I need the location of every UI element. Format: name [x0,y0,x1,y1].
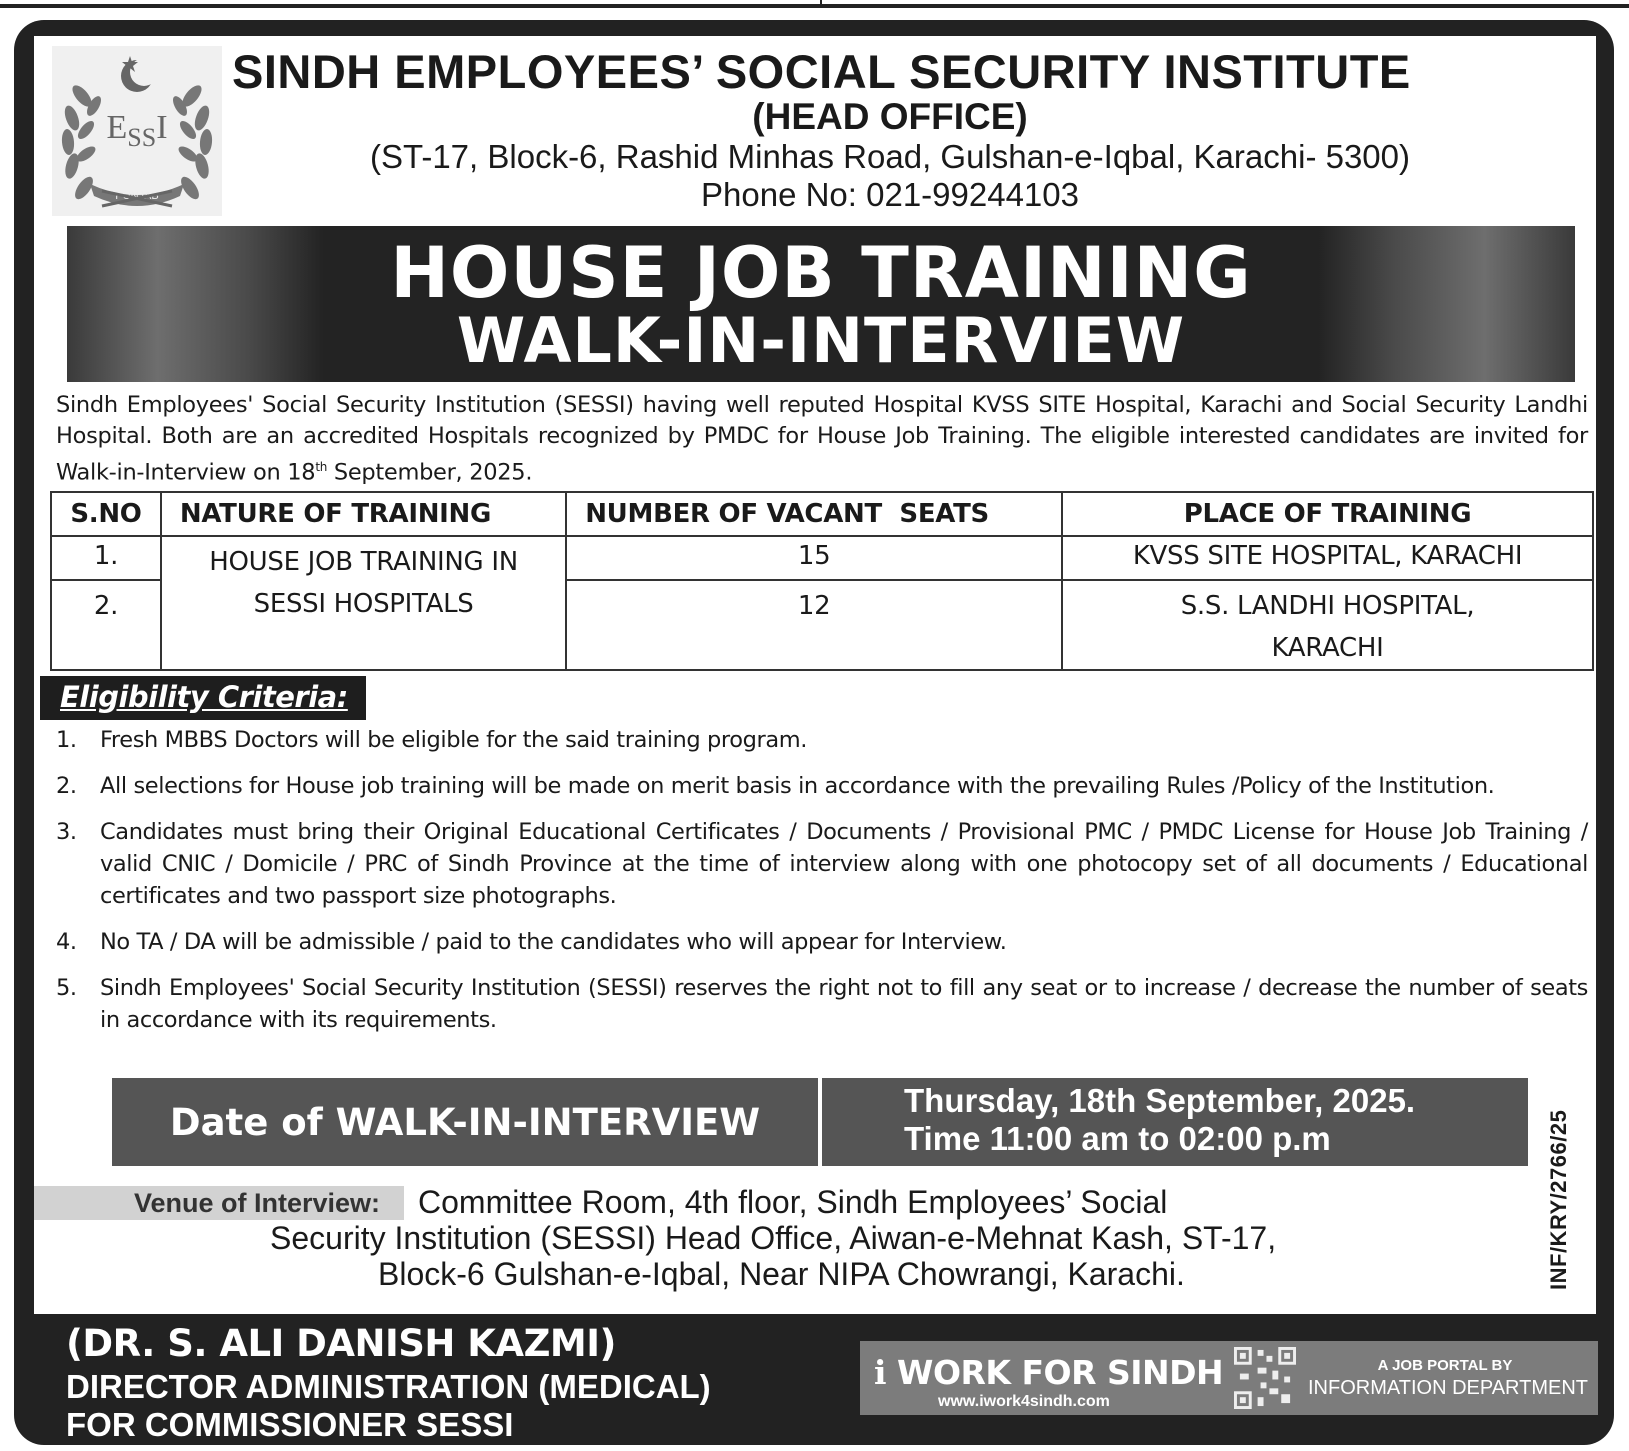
item-text: Candidates must bring their Original Educational Certificates / Documents / Provisional PMC / PMDC License for House Job Training / valid CNIC / Domicile / PRC of Sindh Province at the time of interview along with one photocopy set of all documents / Educational certificates and two passport size photographs. [100,819,1588,909]
list-item [56,770,1588,802]
list-item [56,972,1588,1036]
interview-date: Thursday, 18th September, 2025. [904,1082,1416,1119]
nature-line-1: HOUSE JOB TRAINING IN [209,547,518,577]
item-number: 3. [56,819,77,845]
cell-nature [161,536,566,670]
list-item [56,724,1588,756]
intro-text-end: September, 2025. [327,459,533,486]
venue-line-1: Committee Room, 4th floor, Sindh Employees’ Social [418,1184,1168,1220]
place-line-2: KARACHI [1271,633,1384,663]
signatory-title: DIRECTOR ADMINISTRATION (MEDICAL) [66,1368,711,1405]
svg-text:PUNJAB: PUNJAB [115,190,159,202]
venue-label: Venue of Interview: [34,1186,404,1220]
eligibility-heading-text: Eligibility Criteria: [60,680,348,714]
item-text: All selections for House job training will be made on merit basis in accordance with the prevailing Rules /Policy of the Institution. [100,773,1495,799]
organization-phone: Phone No: 021-99244103 [701,176,1079,213]
item-text: No TA / DA will be admissible / paid to the candidates who will appear for Interview. [100,929,1007,955]
place-line-1: S.S. LANDHI HOSPITAL, [1180,591,1475,621]
table-header-row [51,492,1593,536]
eligibility-list [56,724,1588,1050]
item-number: 4. [56,929,77,955]
column-header-place: PLACE OF TRAINING [1062,492,1593,536]
signatory-subtitle: FOR COMMISSIONER SESSI [66,1406,514,1443]
crescent-star-wreath-emblem-icon [52,46,222,216]
top-rule-tick [820,0,822,8]
list-item [56,816,1588,912]
interview-date-value [822,1078,1528,1166]
portal-by-label: A JOB PORTAL BY [1377,1357,1513,1374]
top-rule [0,4,1629,8]
interview-date-label: Date of WALK-IN-INTERVIEW [112,1078,822,1166]
organization-title: SINDH EMPLOYEES’ SOCIAL SECURITY INSTITUTE [232,45,1411,98]
venue-line-3: Block-6 Gulshan-e-Iqbal, Near NIPA Chowrangi, Karachi. [378,1256,1185,1292]
svg-text:ESSI: $E_{SS}I$ [106,109,168,152]
headline-banner [67,226,1575,382]
column-header-sno: S.NO [51,492,161,536]
interview-time: Time 11:00 am to 02:00 p.m [904,1120,1331,1157]
reference-number: INF/KRY/2766/25 [1546,1109,1571,1290]
column-header-nature: NATURE OF TRAINING [161,492,566,536]
portal-brand [874,1353,1223,1392]
vacancy-table [50,491,1594,671]
intro-text: Sindh Employees' Social Security Institution (SESSI) having well reputed Hospital KVSS SITE Hospital, Karachi and Social Security Landhi Hospital. Both are an accredited Hospitals recognized by PMDC for House Job Training. The eligible interested candidates are invited for Walk-in-Interview on 18 [56,392,1588,486]
portal-brand-text: WORK FOR SINDH [897,1353,1224,1392]
item-text: Sindh Employees' Social Security Institution (SESSI) reserves the right not to fill any seat or to increase / decrease the number of seats in accordance with its requirements. [100,975,1588,1033]
organization-address: (ST-17, Block-6, Rashid Minhas Road, Gulshan-e-Iqbal, Karachi- 5300) [370,138,1410,175]
cell-place [1062,580,1593,670]
intro-ordinal: th [315,460,328,474]
item-text: Fresh MBBS Doctors will be eligible for the said training program. [100,727,808,753]
interview-date-box [112,1078,1528,1166]
qr-code-icon [1234,1347,1296,1409]
item-number: 1. [56,727,77,753]
job-portal-badge [860,1341,1598,1415]
column-header-seats: NUMBER OF VACANT SEATS [566,492,1062,536]
venue-line-2: Security Institution (SESSI) Head Office, Aiwan-e-Mehnat Kash, ST-17, [270,1220,1277,1256]
signatory-name: (DR. S. ALI DANISH KAZMI) [66,1322,616,1365]
headline-subtitle: WALK-IN-INTERVIEW [456,304,1186,377]
item-number: 5. [56,975,77,1001]
essi-logo [52,46,222,216]
cell-place: KVSS SITE HOSPITAL, KARACHI [1062,536,1593,580]
nature-line-2: SESSI HOSPITALS [253,589,474,619]
portal-department: INFORMATION DEPARTMENT [1308,1377,1588,1399]
table-row [51,536,1593,580]
i-logo-icon: i [874,1353,887,1392]
intro-paragraph [56,390,1588,489]
cell-sno: 1. [51,536,161,580]
head-office-label: (HEAD OFFICE) [752,96,1028,137]
portal-url[interactable]: www.iwork4sindh.com [938,1393,1110,1410]
item-number: 2. [56,773,77,799]
eligibility-heading [40,676,366,720]
list-item [56,926,1588,958]
cell-seats: 12 [566,580,1062,670]
cell-sno: 2. [51,580,161,670]
headline-title: HOUSE JOB TRAINING [390,232,1252,314]
cell-seats: 15 [566,536,1062,580]
